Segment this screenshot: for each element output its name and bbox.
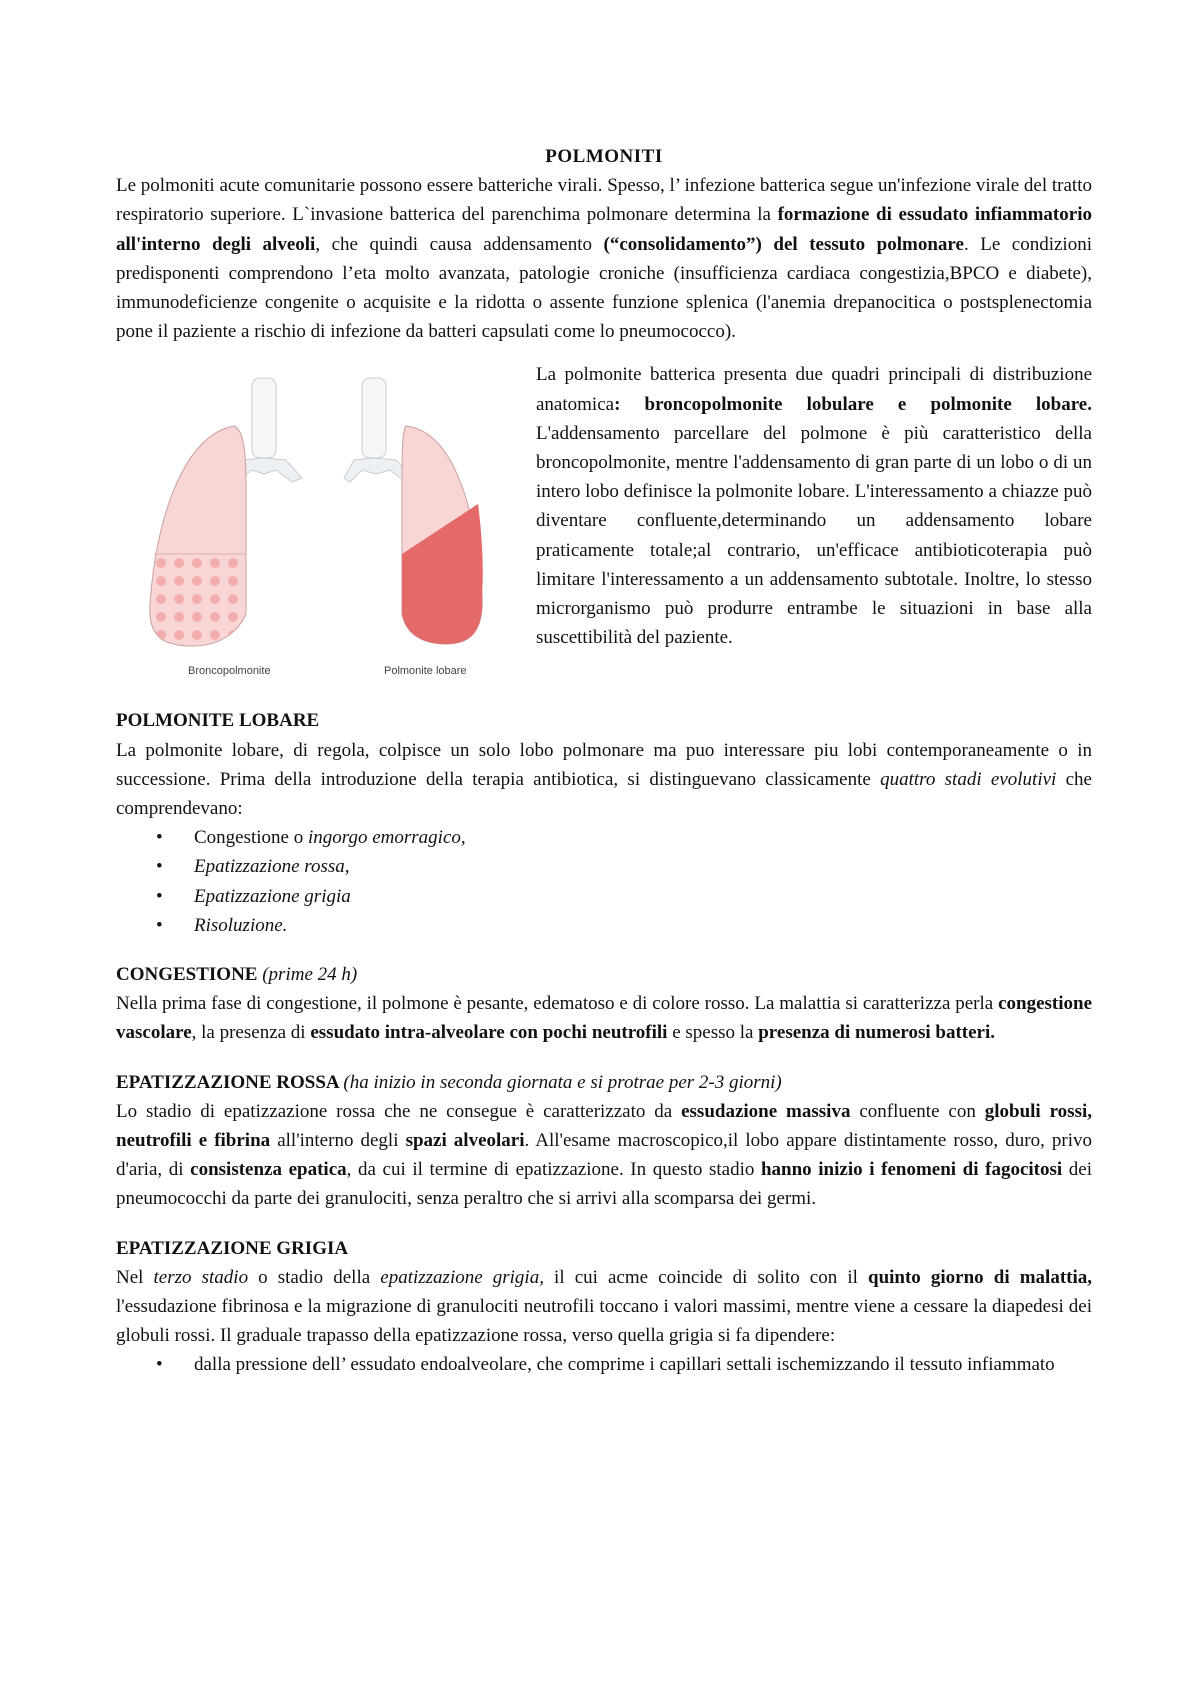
intro-paragraph — [116, 171, 1092, 346]
red-bold-3: spazi alveolari — [405, 1130, 525, 1152]
grey-text-2: o stadio della — [248, 1266, 381, 1288]
grey-text-4: l'essudazione fibrinosa e la migrazione di granulociti neutrofili toccano i valori massimi, mentre viene a cessare la diapedesi dei globuli rossi. Il graduale trapasso della epatizzazione rossa, verso quella grigia si fa dipendere: — [116, 1296, 1092, 1347]
red-text-4: . All'esame macroscopico,il lobo appare distintamente rosso, duro, privo d'aria, di — [116, 1130, 1092, 1181]
congestion-heading-note: (prime 24 h) — [262, 964, 358, 986]
list-item — [116, 823, 1092, 852]
list-item — [116, 882, 1092, 911]
red-bold-4: consistenza epatica — [190, 1159, 347, 1181]
grey-causes-list — [116, 1350, 1092, 1379]
stage-4: Risoluzione. — [194, 914, 288, 936]
caption-lobar-pneumonia: Polmonite lobare — [384, 665, 467, 678]
intro-text-3: . Le condizioni predisponenti comprendono l’eta molto avanzata, patologie croniche (insufficienza cardiaca congestizia,BPCO e diabete), immunodeficienze congenite o acquisite e la ridotta o assente funzione splenica (l'anemia drepanocitica o postsplenectomia pone il paziente a rischio di infezione da batteri capsulati come lo pneumococco). — [116, 233, 1092, 343]
congestion-heading-text: CONGESTIONE — [116, 964, 263, 986]
congestion-bold-1: congestione vascolare — [116, 993, 1092, 1044]
grey-hepatization-heading: EPATIZZAZIONE GRIGIA — [116, 1237, 349, 1259]
lobar-text-1: La polmonite lobare, di regola, colpisce un solo lobo polmonare ma puo interessare piu lobi contemporaneamente o in successione. Prima della introduzione della terapia antibiotica, si distinguevano classicamente — [116, 739, 1092, 790]
intro-bold-2: (“consolidamento”) del tessuto polmonare — [603, 233, 964, 255]
stage-2: Epatizzazione rossa, — [194, 856, 350, 878]
grey-italic-2: epatizzazione grigia, — [380, 1266, 544, 1288]
page-title: POLMONITI — [545, 146, 663, 167]
figure-block — [116, 360, 1092, 692]
red-text-3: all'interno degli — [270, 1130, 406, 1152]
grey-bold-1: quinto giorno di malattia, — [868, 1266, 1092, 1288]
intro-text-1: Le polmoniti acute comunitarie possono essere batteriche virali. Spesso, l’ infezione batterica segue un'infezione virale del tratto respiratorio superiore. L`invasione batterica del parenchima polmonare determina la — [116, 175, 1092, 226]
lobar-pneumonia-lung-icon — [344, 378, 483, 644]
red-bold-2: globuli rossi, neutrofili e fibrina — [116, 1100, 1092, 1152]
congestion-paragraph — [116, 989, 1092, 1047]
congestion-bold-2: essudato intra-alveolare con pochi neutrofili — [310, 1022, 668, 1044]
distribution-text-2: L'addensamento parcellare del polmone è più caratteristico della broncopolmonite, mentre l'addensamento di gran parte di un lobo o di un intero lobo definisce la polmonite lobare. L'interessamento a chiazze può diventare confluente,determinando un addensamento lobare praticamente totale;al contrario, un'efficace antibioticoterapia può limitare l'interessamento a un addensamento subtotale. Inoltre, lo stesso microrganismo può produrre entrambe le situazioni in base alla suscettibilità del paziente. — [536, 422, 1092, 649]
intro-text-2: , che quindi causa addensamento — [315, 233, 604, 255]
red-text-5: , da cui il termine di epatizzazione. In questo stadio — [346, 1159, 761, 1181]
document-page — [116, 142, 1092, 1380]
distribution-text-1: La polmonite batterica presenta due quadri principali di distribuzione anatomica — [536, 364, 1092, 415]
congestion-text-3: e spesso la — [667, 1022, 759, 1044]
red-bold-5: hanno inizio i fenomeni di fagocitosi — [760, 1159, 1063, 1181]
bronchopneumonia-lung-icon — [150, 378, 302, 646]
lungs-figure — [116, 374, 514, 692]
list-item: • dalla pressione dell’ essudato endoalveolare, che comprime i capillari settali ischemizzando il tessuto infiammato — [116, 1350, 1092, 1379]
red-text-1: Lo stadio di epatizzazione rossa che ne consegue è caratterizzato da — [116, 1100, 682, 1122]
grey-text-3: il cui acme coincide di solito con il — [543, 1266, 868, 1288]
lobar-italic-1: quattro stadi evolutivi — [880, 768, 1057, 790]
red-heading-note: (ha inizio in seconda giornata e si protrae per 2-3 giorni) — [343, 1071, 782, 1093]
distribution-paragraph — [536, 360, 1092, 692]
grey-text-1: Nel — [116, 1266, 154, 1288]
list-item — [116, 911, 1092, 940]
lungs-illustration — [116, 374, 514, 692]
list-item — [116, 852, 1092, 881]
intro-bold-1: formazione di essudato infiammatorio all'interno degli alveoli — [116, 204, 1092, 255]
congestion-heading — [116, 960, 1092, 989]
lobar-text-2: che comprendevano: — [116, 768, 1092, 820]
congestion-bold-3: presenza di numerosi batteri. — [758, 1022, 996, 1044]
caption-bronchopneumonia: Broncopolmonite — [188, 665, 271, 678]
stage-1-italic: ingorgo emorragico, — [308, 827, 466, 849]
stage-1-plain: Congestione o — [194, 827, 308, 849]
grey-italic-1: terzo stadio — [153, 1266, 249, 1288]
red-bold-1: essudazione massiva — [681, 1100, 851, 1122]
red-heading-text: EPATIZZAZIONE ROSSA — [116, 1071, 344, 1093]
lobar-heading: POLMONITE LOBARE — [116, 710, 320, 732]
red-text-6: dei pneumococchi da parte dei granulociti, senza peraltro che si arrivi alla scomparsa dei germi. — [116, 1159, 1092, 1210]
stage-3: Epatizzazione grigia — [194, 885, 351, 907]
stages-list — [116, 823, 1092, 940]
congestion-text-2: , la presenza di — [191, 1022, 311, 1044]
red-hepatization-heading — [116, 1068, 1092, 1097]
grey-hepatization-paragraph — [116, 1263, 1092, 1351]
lobar-paragraph — [116, 736, 1092, 824]
red-hepatization-paragraph — [116, 1097, 1092, 1214]
red-text-2: confluente con — [850, 1100, 985, 1122]
distribution-bold-1: : broncopolmonite lobulare e polmonite lobare. — [614, 393, 1092, 415]
congestion-text-1: Nella prima fase di congestione, il polmone è pesante, edematoso e di colore rosso. La malattia si caratterizza perla — [116, 993, 999, 1015]
